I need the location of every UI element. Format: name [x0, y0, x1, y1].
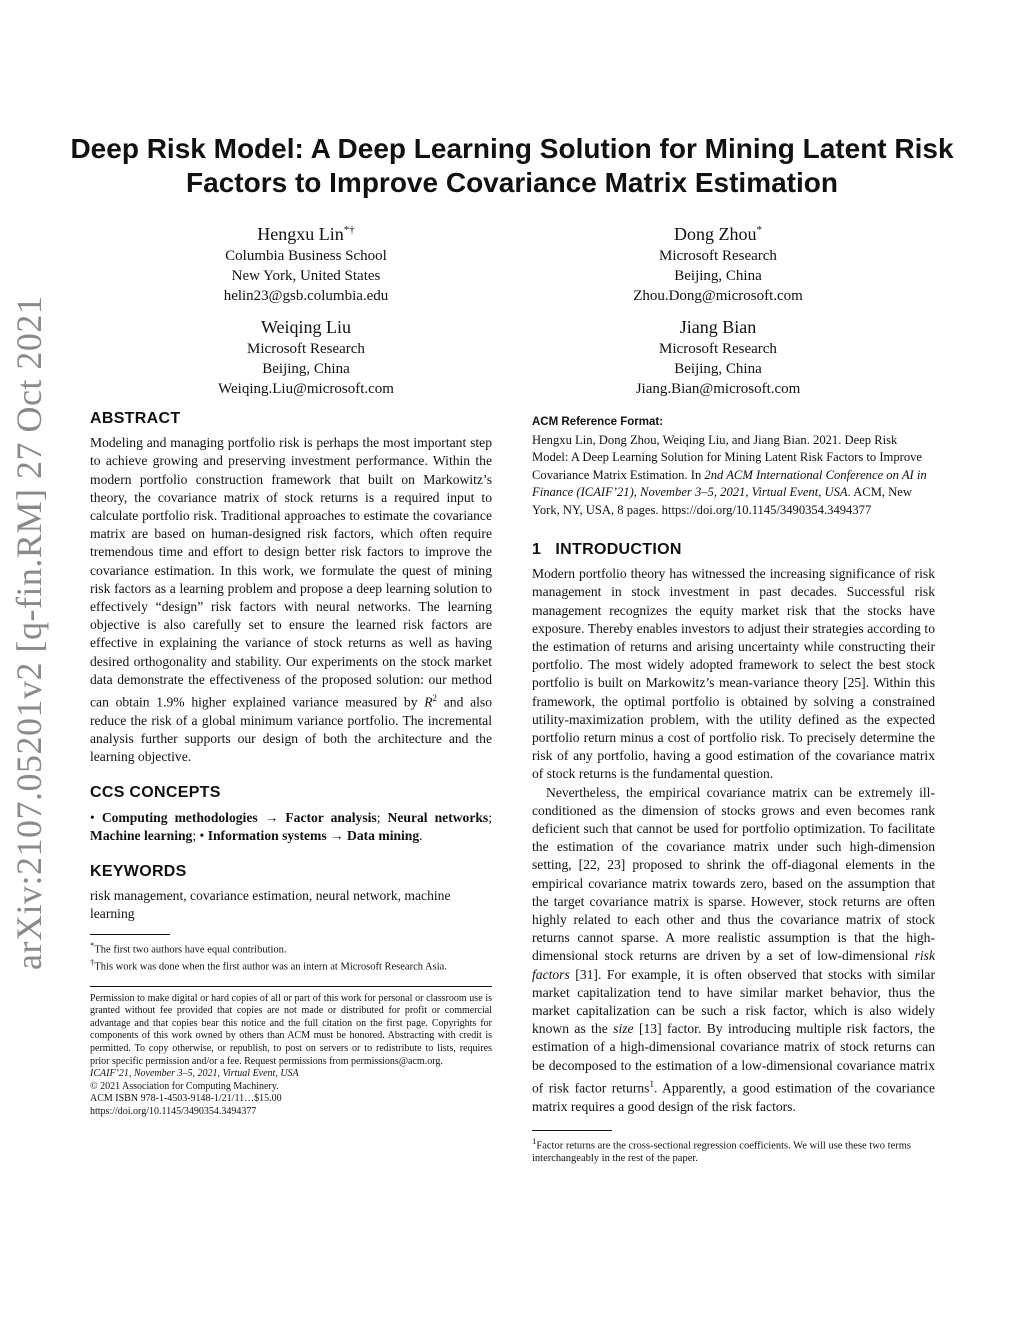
author-affiliation: Microsoft Research — [659, 248, 777, 264]
author-affiliation: Microsoft Research — [247, 341, 365, 357]
author-block — [558, 218, 878, 306]
author-email: helin23@gsb.columbia.edu — [223, 288, 389, 304]
footnote-factor-returns: $^1$Factor returns are the cross-sectional regression coefficients. We will use these two terms interchangeably in the rest of the paper. — [532, 1135, 911, 1165]
keywords-text: risk management, covariance estimation, neural network, machine learning — [90, 888, 451, 922]
author-name: Dong Zhou — [674, 224, 757, 244]
author-affiliation: Columbia Business School — [225, 248, 387, 264]
footnote-internship: †This work was done when the first author was an intern at Microsoft Research Asia. — [90, 957, 447, 973]
doi-link[interactable]: https://doi.org/10.1145/3490354.3494377 — [90, 1105, 257, 1117]
permission-divider — [90, 986, 492, 987]
acm-reference-label: ACM Reference Format: — [532, 416, 663, 428]
author-mark: *† — [343, 224, 355, 236]
footnote-equal-contribution: *The first two authors have equal contribution. — [90, 939, 287, 956]
author-location: Beijing, China — [262, 361, 350, 377]
author-location: Beijing, China — [674, 361, 762, 377]
left-column — [90, 410, 492, 1119]
author-mark: * — [756, 224, 762, 236]
introduction-paragraph: Modern portfolio theory has witnessed the increasing significance of risk management in stock investment in past decades. Successful risk management recognizes the equity market risk that the stocks have exposure. Thereby enables investors to adjust their strategies according to the estimation of returns and arising uncertainty while constructing their portfolio. The most widely adopted framework to select the best stock portfolio is built on Markowitz’s mean-variance theory [25]. Within this framework, the optimal portfolio is obtained by solving a constrained utility-maximization problem, with the utility defined as the expected portfolio return minus a cost of portfolio risk. To precisely determine the risk of any portfolio, having a good estimation of the covariance matrix of stock returns is the fundamental question. — [532, 566, 935, 782]
author-name: Hengxu Lin — [257, 224, 344, 244]
introduction-heading: 1 INTRODUCTION — [532, 541, 682, 558]
keywords-section — [90, 863, 492, 924]
author-location: New York, United States — [231, 268, 381, 284]
conference-venue: ICAIF’21, November 3–5, 2021, Virtual Event, USA — [90, 1068, 299, 1080]
author-affiliation: Microsoft Research — [659, 341, 777, 357]
abstract-section — [90, 410, 492, 766]
ccs-concepts-section — [90, 784, 492, 845]
abstract-heading: ABSTRACT — [90, 410, 181, 427]
introduction-section — [532, 541, 935, 1116]
author-location: Beijing, China — [674, 268, 762, 284]
permission-notice: Permission to make digital or hard copies of all or part of this work for personal or classroom use is granted without fee provided that copies are not made or distributed for profit or commercial advantage and that copies bear this notice and the full citation on the first page. Copyrights for components of this work owned by others than ACM must be honored. Abstracting with credit is permitted. To copy otherwise, or republish, to post on servers or to redistribute to lists, requires prior specific permission and/or a fee. Request permissions from permissions@acm.org. — [90, 992, 492, 1067]
ccs-heading: CCS CONCEPTS — [90, 784, 221, 802]
author-name: Weiqing Liu — [260, 317, 352, 337]
paper-title: Deep Risk Model: A Deep Learning Solution for Mining Latent Risk Factors to Improve Covariance Matrix Estimation — [70, 133, 954, 198]
introduction-paragraph: Nevertheless, the empirical covariance matrix can be extremely ill-conditioned as the dimension of stocks grows and even becomes rank deficient such that cannot be used for portfolio optimization. To facilitate the estimation of the covariance matrix under such high-dimension setting, [22, 23] proposed to shrink the off-diagonal elements in the empirical covariance matrix towards zero, based on the assumption that the target covariance matrix is sparse. However, stock returns are often highly related to each other and thus the covariance matrix of stock returns cannot sparse. A more realistic assumption is that the high-dimensional stock returns are driven by a set of low-dimensional risk factors [31]. For example, it is often observed that stocks with similar market capitalization tend to have similar market behavior, thus the market capitalization can be such a risk factor, which is also widely known as the size [13] factor. By introducing multiple risk factors, the estimation of a high-dimensional covariance matrix of stock returns can be decomposed to the estimation of a low-dimensional covariance matrix of risk factor returns$^1$. Apparently, a good estimation of the covariance matrix requires a good design of the risk factors. — [532, 784, 935, 1114]
author-name: Jiang Bian — [679, 317, 757, 337]
ccs-text: • Computing methodologies → Factor analysis; Neural networks; Machine learning; • Information systems → Data mining. — [90, 809, 493, 843]
author-block — [558, 315, 878, 399]
acm-reference-text: Hengxu Lin, Dong Zhou, Weiqing Liu, and Jiang Bian. 2021. Deep Risk Model: A Deep Learning Solution for Mining Latent Risk Factors to Improve Covariance Matrix Estimation. In 2nd ACM International Conference on AI in Finance (ICAIF’21), November 3–5, 2021, Virtual Event, USA. ACM, New York, NY, USA, 8 pages. https://doi.org/10.1145/3490354.3494377 — [532, 432, 927, 517]
acm-reference-format — [532, 414, 935, 519]
abstract-text: Modeling and managing portfolio risk is perhaps the most important step to achieve growing and preserving investment performance. Within the modern portfolio construction framework that built on Markowitz’s theory, the covariance matrix of stock returns is a required input to calculate portfolio risk. Traditional approaches to estimate the covariance matrix are based on human-designed risk factors, which often require tremendous time and effort to design better risk factors to improve the covariance estimation. In this work, we formulate the quest of mining risk factors as a learning problem and propose a deep learning solution to effectively “design” risk factors with neural networks. The learning objective is also carefully set to ensure the learned risk factors are effective in explaining the variance of stock returns as well as having desired orthogonality and stability. Our experiments on the stock market data demonstrate the effectiveness of the proposed solution: our method can obtain 1.9% higher explained variance measured by $R^2$ and also reduce the risk of a global minimum variance portfolio. The incremental analysis further supports our design of both the architecture and the learning objective. — [90, 435, 492, 765]
keywords-heading: KEYWORDS — [90, 863, 187, 880]
copyright-line: © 2021 Association for Computing Machinery. — [90, 1080, 279, 1092]
author-email: Weiqing.Liu@microsoft.com — [218, 381, 394, 397]
arxiv-identifier-stamp: arXiv:2107.05201v2 [q-fin.RM] 27 Oct 2021 — [9, 295, 49, 970]
footnote-divider — [90, 934, 170, 935]
author-email: Zhou.Dong@microsoft.com — [633, 288, 803, 304]
author-block — [146, 315, 466, 399]
right-column — [532, 414, 935, 1165]
author-block — [146, 218, 466, 306]
isbn-line: ACM ISBN 978-1-4503-9148-1/21/11…$15.00 — [90, 1093, 282, 1105]
author-email: Jiang.Bian@microsoft.com — [635, 381, 801, 397]
footnote-divider — [532, 1130, 612, 1131]
